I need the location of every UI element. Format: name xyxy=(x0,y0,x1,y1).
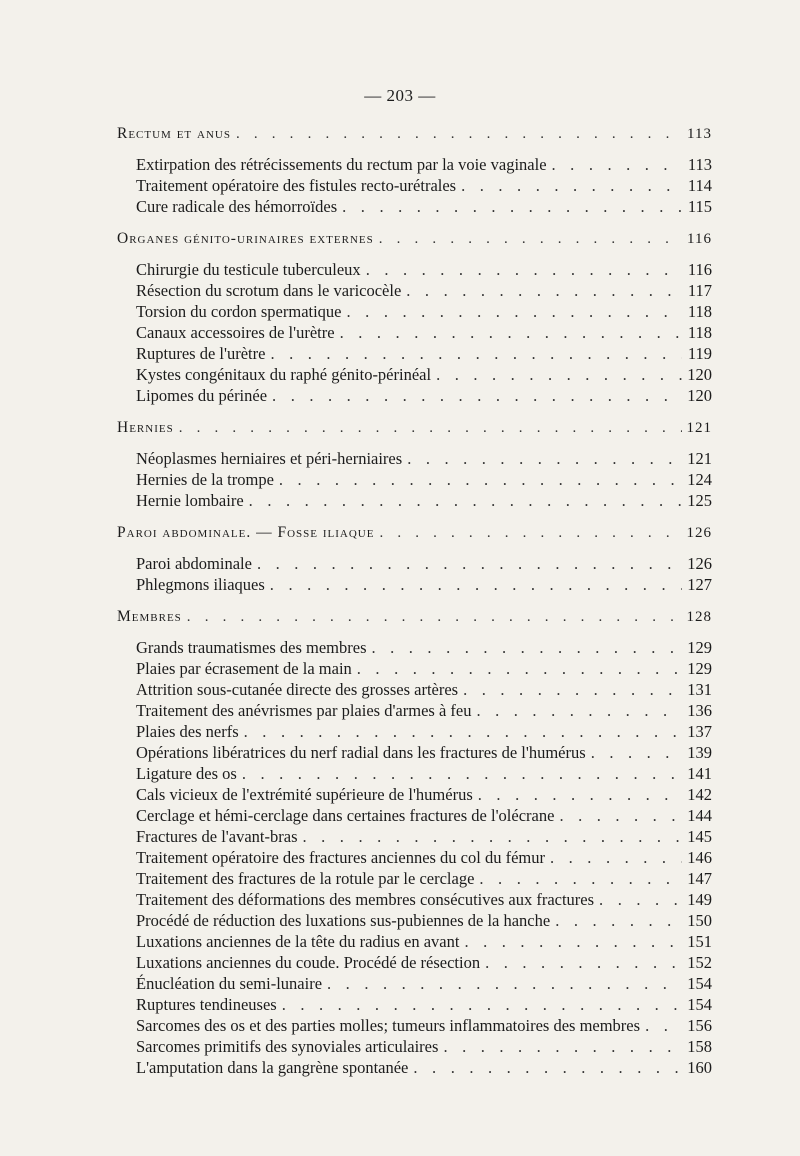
dot-leader xyxy=(366,259,682,280)
entry-title: Fractures de l'avant-bras xyxy=(136,827,298,846)
entry-title: Chirurgie du testicule tuberculeux xyxy=(136,260,361,279)
dot-leader xyxy=(244,721,682,742)
toc-entry xyxy=(136,154,712,175)
toc-entry xyxy=(136,952,712,973)
entry-page-number: 114 xyxy=(687,176,712,195)
entry-title: Hernies de la trompe xyxy=(136,470,274,489)
entry-title: Plaies par écrasement de la main xyxy=(136,659,352,678)
dot-leader xyxy=(371,637,682,658)
section-title: Membres xyxy=(117,608,182,625)
toc-entry xyxy=(136,658,712,679)
dot-leader xyxy=(406,280,682,301)
entry-page-number: 156 xyxy=(687,1016,712,1035)
toc-section xyxy=(117,522,712,595)
toc-entry xyxy=(136,1036,712,1057)
toc-entry xyxy=(136,847,712,868)
dot-leader xyxy=(187,607,682,628)
entry-title: Traitement des anévrismes par plaies d'armes à feu xyxy=(136,701,472,720)
toc-entry xyxy=(136,343,712,364)
entry-title: Luxations anciennes du coude. Procédé de résection xyxy=(136,953,481,972)
dot-leader xyxy=(179,418,682,439)
dot-leader xyxy=(242,763,682,784)
entry-page-number: 129 xyxy=(687,659,712,678)
entry-page-number: 147 xyxy=(687,869,712,888)
toc-entry xyxy=(136,931,712,952)
entry-page-number: 125 xyxy=(687,491,712,510)
dot-leader xyxy=(340,322,682,343)
dot-leader xyxy=(476,700,682,721)
entry-page-number: 150 xyxy=(687,911,712,930)
section-entries xyxy=(117,154,712,217)
toc-entry xyxy=(136,973,712,994)
entry-title: Énucléation du semi-lunaire xyxy=(136,974,323,993)
section-heading xyxy=(117,417,712,438)
entry-title: Paroi abdominale xyxy=(136,554,252,573)
entry-page-number: 126 xyxy=(687,554,712,573)
entry-title: Hernie lombaire xyxy=(136,491,244,510)
toc-entry xyxy=(136,721,712,742)
toc-entry xyxy=(136,700,712,721)
toc-section xyxy=(117,606,712,1078)
entry-title: Canaux accessoires de l'urètre xyxy=(136,323,335,342)
dot-leader xyxy=(413,1057,682,1078)
entry-title: Grands traumatismes des membres xyxy=(136,638,367,657)
entry-page-number: 152 xyxy=(687,953,712,972)
toc-section xyxy=(117,123,712,217)
toc-entry xyxy=(136,553,712,574)
entry-page-number: 154 xyxy=(687,974,712,993)
section-heading xyxy=(117,123,712,144)
entry-page-number: 120 xyxy=(687,386,712,405)
dot-leader xyxy=(342,196,682,217)
entry-page-number: 149 xyxy=(687,890,712,909)
entry-title: Luxations anciennes de la tête du radius en avant xyxy=(136,932,460,951)
entry-page-number: 144 xyxy=(687,806,712,825)
dot-leader xyxy=(379,229,682,250)
entry-page-number: 139 xyxy=(687,743,712,762)
toc-entry xyxy=(136,322,712,343)
dot-leader xyxy=(249,490,682,511)
entry-title: Traitement des fractures de la rotule par le cerclage xyxy=(136,869,475,888)
entry-page-number: 127 xyxy=(687,575,712,594)
entry-title: L'amputation dans la gangrène spontanée xyxy=(136,1058,409,1077)
toc-entry xyxy=(136,259,712,280)
dot-leader xyxy=(479,868,682,889)
section-page-number: 113 xyxy=(687,126,712,142)
entry-page-number: 141 xyxy=(687,764,712,783)
entry-title: Lipomes du périnée xyxy=(136,386,268,405)
section-heading xyxy=(117,606,712,627)
entry-title: Ruptures de l'urètre xyxy=(136,344,266,363)
section-title: Hernies xyxy=(117,419,174,436)
entry-page-number: 158 xyxy=(687,1037,712,1056)
toc-entry xyxy=(136,805,712,826)
entry-title: Ruptures tendineuses xyxy=(136,995,277,1014)
section-heading xyxy=(117,228,712,249)
dot-leader xyxy=(347,301,682,322)
section-heading xyxy=(117,522,712,543)
dot-leader xyxy=(407,448,682,469)
section-page-number: 128 xyxy=(686,609,712,625)
entry-page-number: 145 xyxy=(687,827,712,846)
dot-leader xyxy=(257,553,682,574)
toc-entry xyxy=(136,490,712,511)
entry-page-number: 146 xyxy=(687,848,712,867)
entry-page-number: 117 xyxy=(687,281,712,300)
entry-page-number: 142 xyxy=(687,785,712,804)
dot-leader xyxy=(236,124,682,145)
entry-title: Cals vicieux de l'extrémité supérieure de l'humérus xyxy=(136,785,473,804)
toc-entry xyxy=(136,469,712,490)
section-entries xyxy=(117,259,712,406)
table-of-contents xyxy=(117,123,712,1089)
entry-title: Opérations libératrices du nerf radial dans les fractures de l'humérus xyxy=(136,743,586,762)
section-entries xyxy=(117,553,712,595)
entry-page-number: 121 xyxy=(687,449,712,468)
dot-leader xyxy=(272,385,682,406)
entry-title: Torsion du cordon spermatique xyxy=(136,302,342,321)
dot-leader xyxy=(591,742,682,763)
entry-title: Traitement des déformations des membres consécutives aux fractures xyxy=(136,890,595,909)
entry-page-number: 119 xyxy=(687,344,712,363)
entry-title: Néoplasmes herniaires et péri-herniaires xyxy=(136,449,403,468)
entry-page-number: 124 xyxy=(687,470,712,489)
toc-entry xyxy=(136,637,712,658)
dot-leader xyxy=(379,523,682,544)
dot-leader xyxy=(443,1036,682,1057)
toc-entry xyxy=(136,1057,712,1078)
section-title: Paroi abdominale. — Fosse iliaque xyxy=(117,524,375,541)
entry-page-number: 115 xyxy=(687,197,712,216)
page-number: — 203 — xyxy=(364,86,436,105)
toc-entry xyxy=(136,826,712,847)
entry-title: Ligature des os xyxy=(136,764,237,783)
entry-title: Extirpation des rétrécissements du rectum par la voie vaginale xyxy=(136,155,547,174)
entry-page-number: 116 xyxy=(687,260,712,279)
dot-leader xyxy=(270,343,682,364)
entry-page-number: 120 xyxy=(687,365,712,384)
entry-title: Plaies des nerfs xyxy=(136,722,239,741)
entry-page-number: 160 xyxy=(687,1058,712,1077)
entry-title: Kystes congénitaux du raphé génito-périnéal xyxy=(136,365,432,384)
entry-title: Cure radicale des hémorroïdes xyxy=(136,197,338,216)
entry-page-number: 118 xyxy=(687,323,712,342)
dot-leader xyxy=(645,1015,682,1036)
entry-page-number: 154 xyxy=(687,995,712,1014)
toc-entry xyxy=(136,280,712,301)
section-page-number: 116 xyxy=(687,231,712,247)
section-page-number: 126 xyxy=(686,525,712,541)
section-title: Rectum et anus xyxy=(117,125,231,142)
dot-leader xyxy=(485,952,682,973)
toc-entry xyxy=(136,301,712,322)
entry-page-number: 136 xyxy=(687,701,712,720)
toc-entry xyxy=(136,364,712,385)
dot-leader xyxy=(555,910,682,931)
entry-title: Traitement opératoire des fistules recto-urétrales xyxy=(136,176,457,195)
dot-leader xyxy=(327,973,682,994)
dot-leader xyxy=(279,469,682,490)
toc-entry xyxy=(136,448,712,469)
toc-entry xyxy=(136,868,712,889)
toc-entry xyxy=(136,763,712,784)
dot-leader xyxy=(550,847,682,868)
entry-page-number: 118 xyxy=(687,302,712,321)
entry-title: Résection du scrotum dans le varicocèle xyxy=(136,281,402,300)
dot-leader xyxy=(461,175,682,196)
toc-entry xyxy=(136,994,712,1015)
section-title: Organes génito-urinaires externes xyxy=(117,230,374,247)
toc-entry xyxy=(136,910,712,931)
entry-title: Sarcomes des os et des parties molles; tumeurs inflammatoires des membres xyxy=(136,1016,641,1035)
toc-entry xyxy=(136,889,712,910)
dot-leader xyxy=(282,994,682,1015)
toc-entry xyxy=(136,679,712,700)
dot-leader xyxy=(464,931,682,952)
entry-title: Procédé de réduction des luxations sus-pubiennes de la hanche xyxy=(136,911,551,930)
section-entries xyxy=(117,448,712,511)
toc-entry xyxy=(136,574,712,595)
entry-page-number: 151 xyxy=(687,932,712,951)
entry-page-number: 137 xyxy=(687,722,712,741)
dot-leader xyxy=(552,154,682,175)
dot-leader xyxy=(436,364,682,385)
section-entries xyxy=(117,637,712,1078)
toc-entry xyxy=(136,784,712,805)
entry-title: Attrition sous-cutanée directe des grosses artères xyxy=(136,680,459,699)
dot-leader xyxy=(357,658,682,679)
dot-leader xyxy=(303,826,683,847)
toc-entry xyxy=(136,196,712,217)
entry-page-number: 113 xyxy=(687,155,712,174)
toc-entry xyxy=(136,742,712,763)
toc-section xyxy=(117,228,712,406)
toc-entry xyxy=(136,175,712,196)
toc-entry xyxy=(136,385,712,406)
entry-page-number: 129 xyxy=(687,638,712,657)
section-page-number: 121 xyxy=(686,420,712,436)
dot-leader xyxy=(463,679,682,700)
dot-leader xyxy=(599,889,682,910)
toc-section xyxy=(117,417,712,511)
entry-title: Traitement opératoire des fractures anciennes du col du fémur xyxy=(136,848,545,867)
dot-leader xyxy=(559,805,682,826)
entry-title: Phlegmons iliaques xyxy=(136,575,265,594)
toc-entry xyxy=(136,1015,712,1036)
entry-page-number: 131 xyxy=(687,680,712,699)
entry-title: Cerclage et hémi-cerclage dans certaines fractures de l'olécrane xyxy=(136,806,555,825)
entry-title: Sarcomes primitifs des synoviales articulaires xyxy=(136,1037,439,1056)
dot-leader xyxy=(478,784,682,805)
dot-leader xyxy=(270,574,682,595)
